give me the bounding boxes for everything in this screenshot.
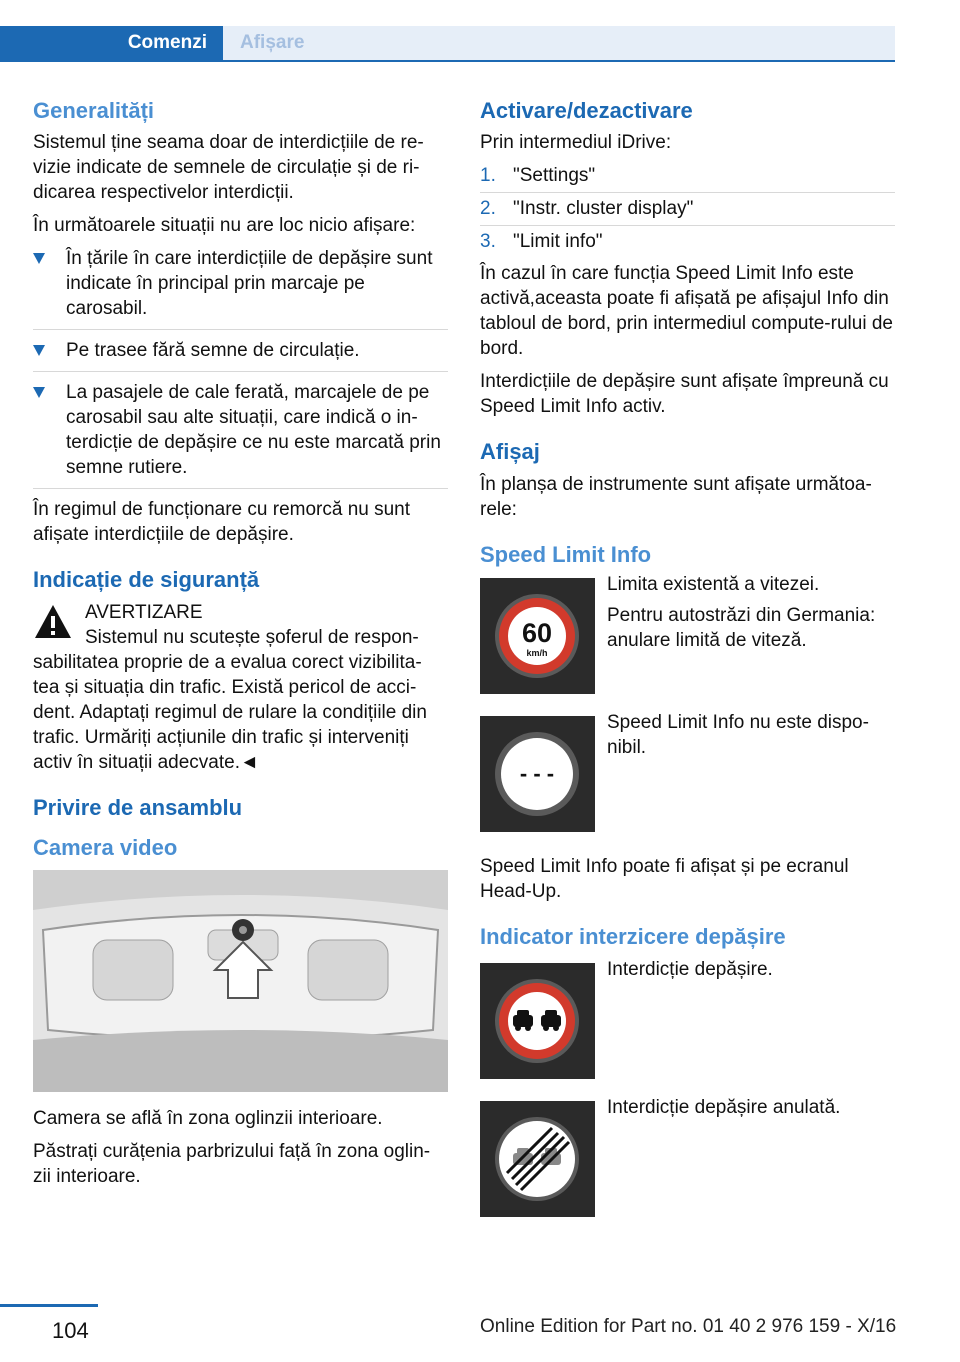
triangle-bullet-icon bbox=[33, 345, 45, 356]
heading-privire-ansamblu: Privire de ansamblu bbox=[33, 794, 243, 820]
no-overtaking-sign bbox=[480, 963, 595, 1079]
svg-text:km/h: km/h bbox=[526, 648, 548, 659]
edition-text: Online Edition for Part no. 01 40 2 976 159 - X/16 bbox=[480, 1316, 897, 1337]
list-item: Pe trasee fără semne de circulație. bbox=[33, 338, 448, 372]
triangle-bullet-icon bbox=[33, 253, 45, 264]
sign-row bbox=[480, 1096, 895, 1217]
sign-description: Limita existentă a vitezei. Pentru autostrăzi din Germania: anulare limită de viteză. bbox=[607, 574, 876, 652]
tab-comenzi[interactable]: Comenzi bbox=[0, 26, 223, 60]
triangle-bullet-icon bbox=[33, 387, 45, 398]
speed-limit-60-sign bbox=[480, 578, 595, 694]
svg-text:60: 60 bbox=[521, 618, 553, 649]
heading-generalitati: Generalități bbox=[33, 98, 155, 123]
speed-limit-unavailable-sign bbox=[480, 716, 595, 832]
heading-indicatie-siguranta: Indicație de siguranță bbox=[33, 567, 260, 593]
svg-text:- - -: - - - bbox=[519, 761, 555, 787]
sign-row bbox=[480, 712, 895, 832]
paragraph: În următoarele situații nu are loc nicio afișare: bbox=[33, 215, 416, 237]
list-item: La pasajele de cale ferată, marcajele de pe carosabil sau alte situații, care indică o in-terdicție de depășire ce nu este marcată prin semne rutiere. bbox=[33, 380, 448, 489]
heading-activare: Activare/dezactivare bbox=[480, 98, 693, 123]
no-overtaking-end-sign bbox=[480, 1101, 595, 1217]
paragraph: În cazul în care funcția Speed Limit Info este activă,aceasta poate fi afișată pe afișajul Info din tabloul de bord, prin intermediul compute-rului de bord. bbox=[480, 263, 893, 360]
paragraph: În regimul de funcționare cu remorcă nu sunt afișate interdicțiile de depășire. bbox=[33, 499, 411, 546]
list-item: 3. "Limit info" bbox=[480, 231, 603, 253]
right-column bbox=[480, 98, 895, 1239]
camera-location-photo bbox=[33, 870, 448, 1092]
warning-text-rest: sabilitatea proprie de a evalua corect vizibilita-tea și situația din trafic. Există pericol de acci-dent. Adaptați regimul de rulare la condițiile din trafic. Urmăriți acțiunile din trafic și interveniți activ în situații adecvate.◄ bbox=[33, 651, 427, 773]
list-item: 2. "Instr. cluster display" bbox=[480, 196, 895, 226]
warning-block bbox=[33, 600, 448, 650]
warning-label: AVERTIZARE bbox=[85, 601, 203, 623]
no-overtaking-end-icon bbox=[480, 1101, 595, 1217]
no-overtaking-icon bbox=[480, 963, 595, 1079]
heading-speed-limit-info: Speed Limit Info bbox=[480, 541, 652, 567]
header-tabs bbox=[0, 26, 895, 62]
numbered-list bbox=[480, 163, 895, 258]
paragraph: Camera se află în zona oglinzii interioare. bbox=[33, 1107, 383, 1129]
unavailable-sign-icon bbox=[480, 716, 595, 832]
sign-row bbox=[480, 574, 895, 694]
page-number: 104 bbox=[52, 1318, 89, 1343]
sign-row bbox=[480, 958, 895, 1079]
paragraph: Prin intermediul iDrive: bbox=[480, 132, 672, 154]
warning-triangle-icon bbox=[33, 602, 73, 642]
list-item: În țările în care interdicțiile de depășire sunt indicate în principal prin marcaje pe carosabil. bbox=[33, 246, 448, 330]
paragraph: Păstrați curățenia parbrizului față în zona oglin-zii interioare. bbox=[33, 1140, 431, 1187]
footer-line bbox=[0, 1304, 98, 1307]
paragraph: În planșa de instrumente sunt afișate următoa-rele: bbox=[480, 473, 872, 520]
bullet-list bbox=[33, 246, 448, 489]
tab-afisare[interactable]: Afișare bbox=[223, 26, 895, 60]
paragraph: Interdicțiile de depășire sunt afișate împreună cu Speed Limit Info activ. bbox=[480, 371, 889, 418]
left-column bbox=[33, 98, 448, 1197]
heading-indicator-interzicere: Indicator interzicere depășire bbox=[480, 924, 786, 950]
sign-description: Interdicție depășire anulată. bbox=[607, 1096, 841, 1118]
tab-underline bbox=[0, 60, 895, 62]
paragraph: Sistemul ține seama doar de interdicțiile de re-vizie indicate de semnele de circulație și de ri-dicarea respectivelor interdicții. bbox=[33, 132, 424, 204]
sign-description: Interdicție depășire. bbox=[607, 958, 773, 980]
heading-camera-video: Camera video bbox=[33, 835, 178, 861]
speed-limit-sign-icon bbox=[480, 578, 595, 694]
sign-description: Speed Limit Info nu este dispo-nibil. bbox=[607, 712, 869, 759]
heading-afisaj: Afișaj bbox=[480, 439, 540, 465]
list-item: 1. "Settings" bbox=[480, 163, 895, 193]
warning-text-first: Sistemul nu scutește șoferul de respon- bbox=[85, 626, 419, 648]
paragraph: Speed Limit Info poate fi afișat și pe ecranul Head-Up. bbox=[480, 856, 849, 903]
